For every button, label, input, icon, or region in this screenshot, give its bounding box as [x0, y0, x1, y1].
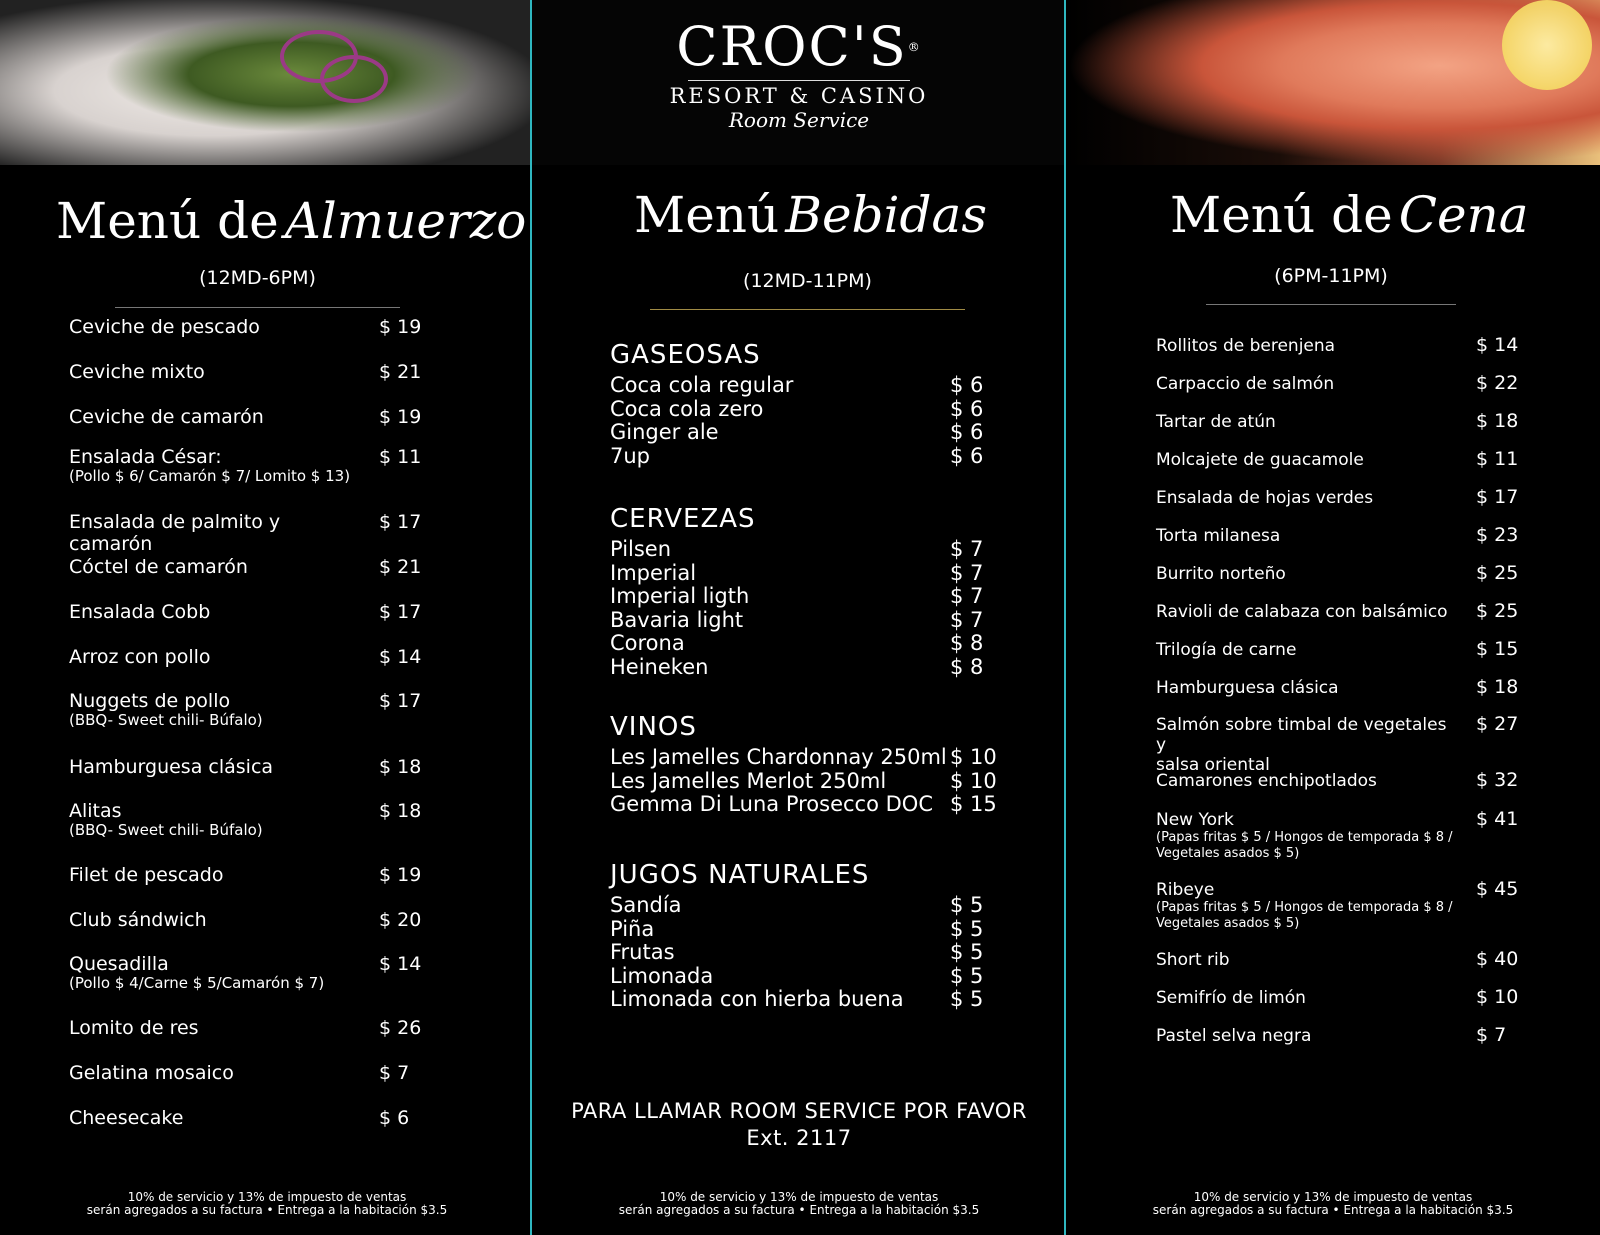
- menu-item-price: $ 7: [1476, 1024, 1507, 1046]
- drink-item-price: $ 7: [950, 537, 984, 561]
- drink-section-heading: JUGOS NATURALES: [610, 860, 870, 890]
- drink-item-name: Pilsen: [610, 537, 672, 561]
- drink-item: [610, 538, 1010, 561]
- menu-item-price: $ 11: [379, 446, 422, 468]
- menu-item-price: $ 17: [1476, 486, 1519, 508]
- drink-item-price: $ 5: [950, 940, 984, 964]
- menu-item-note: (BBQ- Sweet chili- Búfalo): [69, 821, 263, 839]
- drink-item: [610, 746, 1010, 769]
- drinks-footer-line1: 10% de servicio y 13% de impuesto de ventas: [659, 1190, 939, 1204]
- drink-item-price: $ 10: [950, 768, 997, 793]
- drink-item: [610, 770, 1010, 793]
- menu-item-name: Ceviche mixto: [69, 361, 205, 383]
- lunch-hours: (12MD-6PM): [199, 267, 316, 289]
- call-extension: Ext. 2117: [746, 1126, 852, 1150]
- drink-item-price: $ 6: [950, 443, 984, 468]
- dinner-title: [1170, 186, 1529, 244]
- menu-item-price: $ 19: [379, 864, 422, 886]
- menu-item-name: Molcajete de guacamole: [1156, 450, 1364, 470]
- lunch-footer-line1: 10% de servicio y 13% de impuesto de ventas: [127, 1190, 407, 1204]
- menu-item-price: $ 18: [1476, 676, 1519, 698]
- menu-item: [69, 446, 422, 485]
- lemon-slice: [1502, 0, 1592, 90]
- logo-divider: [688, 80, 910, 81]
- menu-item: [1156, 769, 1519, 791]
- menu-item-name: Club sándwich: [69, 909, 207, 931]
- menu-item-price: $ 32: [1476, 769, 1519, 791]
- drinks-title: [634, 186, 987, 244]
- menu-item-price: $ 27: [1476, 713, 1519, 735]
- menu-item-price: $ 14: [379, 646, 422, 668]
- drink-item-name: Piña: [610, 916, 655, 941]
- drinks-menu: [532, 166, 1064, 1235]
- menu-item: [69, 1107, 410, 1129]
- drink-item-price: $ 6: [950, 396, 984, 421]
- menu-item-price: $ 23: [1476, 524, 1519, 546]
- lunch-footer-line2: serán agregados a su factura • Entrega a la habitación $3.5: [86, 1203, 448, 1217]
- menu-item-name: Trilogía de carne: [1156, 640, 1297, 660]
- menu-item-name: Burrito norteño: [1156, 564, 1286, 584]
- drink-item-name: Les Jamelles Merlot 250ml: [610, 768, 887, 793]
- menu-item-name: Carpaccio de salmón: [1156, 374, 1335, 394]
- menu-item: [69, 864, 422, 886]
- menu-item-note: (BBQ- Sweet chili- Búfalo): [69, 711, 263, 729]
- menu-item-name-cont: salsa oriental: [1156, 755, 1270, 775]
- dinner-title-script: Cena: [1398, 186, 1529, 244]
- menu-item: [69, 601, 422, 623]
- menu-item-name: Pastel selva negra: [1156, 1026, 1312, 1046]
- menu-item-name: Ensalada de palmito y camarón: [69, 511, 281, 555]
- logo-name: [532, 15, 1066, 78]
- menu-item-name: Arroz con pollo: [69, 646, 211, 668]
- lunch-rule: [115, 307, 400, 308]
- menu-item-note: (Pollo $ 4/Carne $ 5/Camarón $ 7): [69, 974, 325, 992]
- logo-name-text: CROC'S: [676, 15, 908, 78]
- drink-item-name: Les Jamelles Chardonnay 250ml: [610, 745, 947, 769]
- menu-item-name: Ensalada Cobb: [69, 601, 211, 623]
- menu-item: [69, 1017, 422, 1039]
- menu-item-name: Ensalada de hojas verdes: [1156, 488, 1374, 508]
- dinner-footer-line1: 10% de servicio y 13% de impuesto de ventas: [1193, 1190, 1473, 1204]
- drink-item: [610, 562, 1010, 585]
- lunch-title: [56, 192, 526, 250]
- menu-item-name: New York: [1156, 810, 1234, 830]
- menu-item: [1156, 948, 1519, 970]
- call-instruction: PARA LLAMAR ROOM SERVICE POR FAVOR: [571, 1099, 1027, 1123]
- menu-item: [1156, 808, 1519, 862]
- menu-item-price: $ 22: [1476, 372, 1519, 394]
- carpaccio-photo: [0, 0, 530, 165]
- menu-item: [1156, 334, 1519, 356]
- drink-item: [610, 656, 1010, 679]
- menu-item: [1156, 1024, 1507, 1046]
- menu-item-price: $ 40: [1476, 948, 1519, 970]
- menu-item-price: $ 18: [379, 756, 422, 778]
- menu-item: [69, 316, 422, 338]
- menu-item-price: $ 19: [379, 406, 422, 428]
- dinner-footer-line2: serán agregados a su factura • Entrega a la habitación $3.5: [1152, 1203, 1514, 1217]
- lunch-title-script: Almuerzo: [284, 192, 527, 250]
- menu-item-name: Camarones enchipotlados: [1156, 771, 1377, 791]
- logo-registered-mark: ®: [907, 40, 922, 54]
- menu-item: [69, 756, 422, 778]
- drink-section-heading: GASEOSAS: [610, 340, 761, 370]
- dinner-rule: [1206, 304, 1456, 305]
- onion-ring: [320, 55, 388, 103]
- menu-item: [69, 800, 422, 839]
- drink-item-price: $ 15: [950, 792, 997, 816]
- menu-item: [1156, 372, 1519, 394]
- drink-item: [610, 918, 1010, 941]
- menu-item-name: Ribeye: [1156, 880, 1215, 900]
- drink-item: [610, 445, 1010, 468]
- menu-item-price: $ 15: [1476, 638, 1519, 660]
- drinks-hours: (12MD-11PM): [743, 270, 872, 292]
- drink-item: [610, 632, 1010, 655]
- drinks-footer: [532, 1191, 1066, 1217]
- menu-item-name: Filet de pescado: [69, 864, 224, 886]
- menu-item-name: Nuggets de pollo: [69, 690, 231, 712]
- menu-item-name: Ravioli de calabaza con balsámico: [1156, 602, 1448, 622]
- menu-item-price: $ 18: [1476, 410, 1519, 432]
- drink-item-price: $ 5: [950, 987, 984, 1011]
- menu-item-name: Salmón sobre timbal de vegetales y: [1156, 715, 1447, 755]
- menu-item-name: Ceviche de camarón: [69, 406, 264, 428]
- drink-item: [610, 894, 1010, 917]
- menu-item-name: Lomito de res: [69, 1017, 199, 1039]
- menu-item: [1156, 986, 1519, 1008]
- menu-item-price: $ 17: [379, 511, 422, 533]
- drink-item: [610, 941, 1010, 964]
- menu-item: [1156, 562, 1519, 584]
- drink-item-name: Frutas: [610, 940, 675, 964]
- menu-item-name: Alitas: [69, 800, 122, 822]
- menu-item: [1156, 676, 1519, 698]
- drink-item: [610, 398, 1010, 421]
- menu-item-price: $ 25: [1476, 562, 1519, 584]
- menu-item-price: $ 11: [1476, 448, 1519, 470]
- drink-item-name: Imperial: [610, 560, 697, 585]
- drink-item-price: $ 7: [950, 607, 984, 632]
- drink-item-price: $ 5: [950, 893, 984, 917]
- menu-item: [69, 690, 422, 729]
- drink-item-price: $ 8: [950, 654, 984, 679]
- drink-item: [610, 585, 1010, 608]
- dinner-title-text: Menú de: [1170, 186, 1393, 244]
- lunch-title-text: Menú de: [56, 192, 279, 250]
- menu-item-name: Hamburguesa clásica: [1156, 678, 1339, 698]
- menu-item: [1156, 638, 1519, 660]
- lunch-footer: [0, 1191, 534, 1217]
- menu-item-price: $ 17: [379, 601, 422, 623]
- menu-item: [1156, 600, 1519, 622]
- drinks-title-script: Bebidas: [785, 186, 988, 244]
- menu-item-price: $ 26: [379, 1017, 422, 1039]
- drinks-title-text: Menú: [634, 186, 780, 244]
- menu-item-name: Semifrío de limón: [1156, 988, 1306, 1008]
- menu-item-name: Cóctel de camarón: [69, 556, 248, 578]
- menu-item-name: Gelatina mosaico: [69, 1062, 234, 1084]
- dinner-footer: [1066, 1191, 1600, 1217]
- drink-item: [610, 374, 1010, 397]
- drink-item-name: Limonada: [610, 963, 714, 988]
- drink-item-name: Bavaria light: [610, 607, 744, 632]
- menu-item-price: $ 41: [1476, 808, 1519, 830]
- menu-item-price: $ 20: [379, 909, 422, 931]
- menu-item-note: Vegetales asados $ 5): [1156, 846, 1300, 861]
- drink-item-price: $ 7: [950, 560, 984, 585]
- drinks-footer-line2: serán agregados a su factura • Entrega a la habitación $3.5: [618, 1203, 980, 1217]
- menu-item: [1156, 878, 1519, 932]
- drinks-rule: [650, 309, 965, 310]
- menu-item: [1156, 486, 1519, 508]
- menu-item-note: (Papas fritas $ 5 / Hongos de temporada $ 8 /: [1156, 900, 1453, 915]
- menu-item-note: Vegetales asados $ 5): [1156, 916, 1300, 931]
- lunch-menu: [0, 166, 530, 1235]
- menu-item: [69, 406, 422, 428]
- menu-item: [1156, 410, 1519, 432]
- room-service-call: [532, 1098, 1066, 1152]
- menu-item: [69, 646, 422, 668]
- drink-item-price: $ 6: [950, 373, 984, 397]
- drink-item-name: Ginger ale: [610, 420, 719, 444]
- menu-item-name: Torta milanesa: [1156, 526, 1281, 546]
- menu-item: [69, 909, 422, 931]
- drink-item-name: Corona: [610, 631, 685, 655]
- drink-item: [610, 421, 1010, 444]
- drink-item: [610, 965, 1010, 988]
- menu-item: [69, 361, 422, 383]
- menu-item-price: $ 14: [379, 953, 422, 975]
- menu-item-price: $ 21: [379, 556, 422, 578]
- drink-item-price: $ 6: [950, 420, 984, 444]
- drink-item-name: Sandía: [610, 893, 682, 917]
- drink-item-price: $ 5: [950, 916, 984, 941]
- menu-item-price: $ 18: [379, 800, 422, 822]
- menu-item: [69, 556, 422, 578]
- menu-item-note: (Papas fritas $ 5 / Hongos de temporada $ 8 /: [1156, 830, 1453, 845]
- menu-item-name: Ceviche de pescado: [69, 316, 260, 338]
- drink-item-price: $ 10: [950, 745, 997, 769]
- drink-item-name: Coca cola regular: [610, 373, 794, 397]
- dinner-hours: (6PM-11PM): [1274, 265, 1388, 287]
- shrimp-photo: [1066, 0, 1600, 165]
- logo: [532, 15, 1066, 132]
- menu-item-note: (Pollo $ 6/ Camarón $ 7/ Lomito $ 13): [69, 467, 351, 485]
- dinner-menu: [1066, 166, 1600, 1235]
- menu-item-price: $ 17: [379, 690, 422, 712]
- menu-item-price: $ 19: [379, 316, 422, 338]
- menu-item: [1156, 448, 1519, 470]
- menu-item-name: Rollitos de berenjena: [1156, 336, 1336, 356]
- drink-item: [610, 793, 1010, 816]
- menu-item-name: Hamburguesa clásica: [69, 756, 274, 778]
- menu-item: [69, 511, 422, 555]
- menu-item-name: Quesadilla: [69, 953, 169, 975]
- menu-item-price: $ 14: [1476, 334, 1519, 356]
- drink-section-heading: CERVEZAS: [610, 504, 756, 534]
- logo-script: Room Service: [728, 108, 870, 132]
- menu-item: [1156, 524, 1519, 546]
- menu-item-name: Tartar de atún: [1156, 412, 1276, 432]
- drink-item: [610, 609, 1010, 632]
- drink-item: [610, 988, 1010, 1011]
- drink-item-name: Limonada con hierba buena: [610, 987, 904, 1011]
- menu-item-price: $ 7: [379, 1062, 410, 1084]
- menu-item-name: Ensalada César:: [69, 446, 222, 468]
- drink-section-heading: VINOS: [610, 712, 697, 742]
- drink-item-price: $ 5: [950, 963, 984, 988]
- menu-item-price: $ 25: [1476, 600, 1519, 622]
- drink-item-price: $ 7: [950, 584, 984, 608]
- drink-item-price: $ 8: [950, 631, 984, 655]
- menu-item-price: $ 10: [1476, 986, 1519, 1008]
- menu-item: [69, 1062, 410, 1084]
- drink-item-name: 7up: [610, 443, 651, 468]
- drink-item-name: Coca cola zero: [610, 396, 764, 421]
- menu-item-price: $ 21: [379, 361, 422, 383]
- menu-item-price: $ 6: [379, 1107, 410, 1129]
- drink-item-name: Imperial ligth: [610, 584, 750, 608]
- menu-item-name: Short rib: [1156, 950, 1230, 970]
- drink-item-name: Heineken: [610, 654, 709, 679]
- logo-subtitle: RESORT & CASINO: [669, 84, 929, 108]
- menu-item: [69, 953, 422, 992]
- menu-item-price: $ 45: [1476, 878, 1519, 900]
- menu-item: [1156, 713, 1519, 775]
- menu-item-name: Cheesecake: [69, 1107, 184, 1129]
- drink-item-name: Gemma Di Luna Prosecco DOC: [610, 792, 933, 816]
